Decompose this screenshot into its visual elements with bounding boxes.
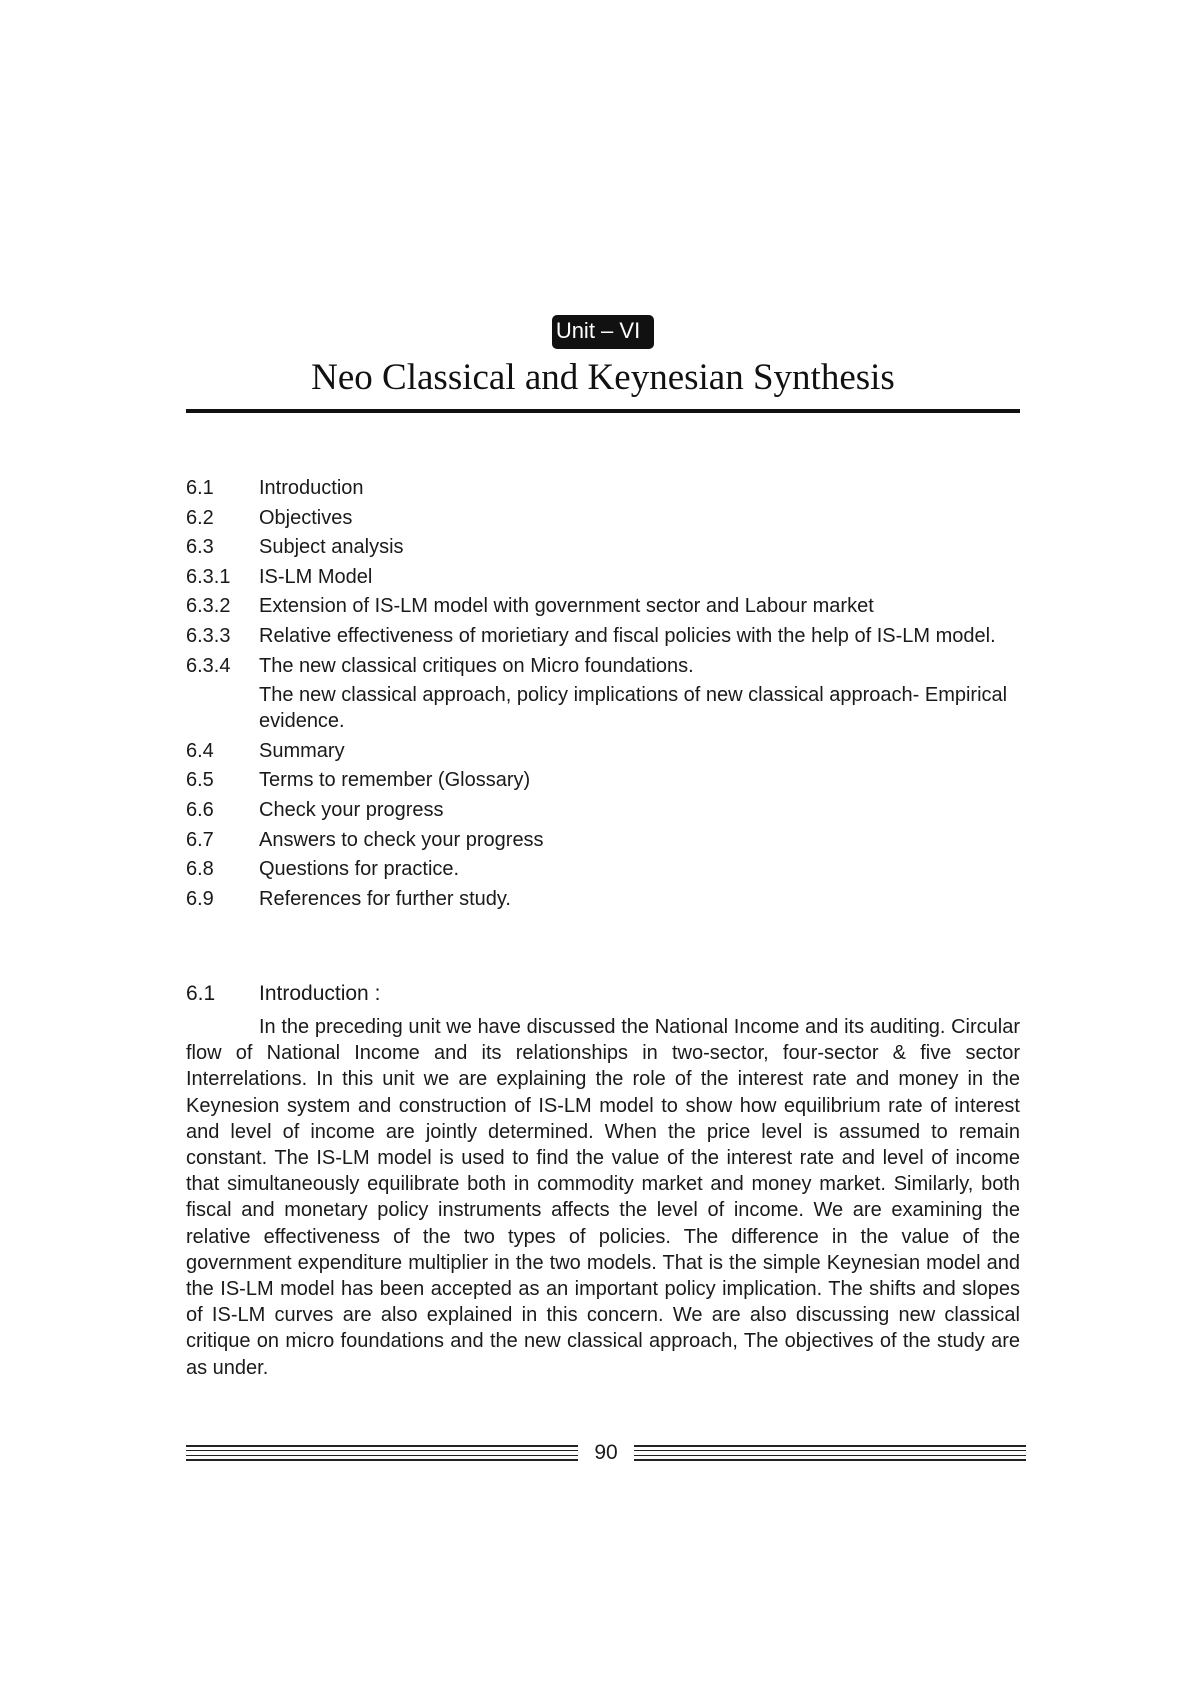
section-number: 6.1 xyxy=(186,982,216,1005)
toc-label: Terms to remember (Glossary) xyxy=(259,769,531,792)
toc-label: Summary xyxy=(259,739,345,762)
table-of-contents xyxy=(186,475,1020,915)
toc-label: The new classical critiques on Micro foundations. xyxy=(259,654,694,677)
toc-item xyxy=(186,827,1020,853)
toc-number: 6.6 xyxy=(186,798,214,821)
section-title: Introduction : xyxy=(259,982,381,1005)
toc-label: Check your progress xyxy=(259,798,444,821)
page-footer xyxy=(186,1440,1026,1466)
toc-label: The new classical approach, policy implications of new classical approach- Empirical evidence. xyxy=(259,684,1008,733)
toc-item xyxy=(186,534,1020,560)
toc-item xyxy=(186,856,1020,882)
toc-number: 6.9 xyxy=(186,887,214,910)
toc-number: 6.1 xyxy=(186,477,214,499)
toc-label: Answers to check your progress xyxy=(259,828,544,851)
toc-number: 6.7 xyxy=(186,828,214,851)
toc-item xyxy=(186,886,1020,912)
toc-number xyxy=(186,682,259,734)
toc-label: References for further study. xyxy=(259,887,511,910)
toc-item xyxy=(186,623,1020,649)
toc-item xyxy=(186,797,1020,823)
toc-number: 6.3.4 xyxy=(186,654,231,677)
unit-title: Neo Classical and Keynesian Synthesis xyxy=(311,357,895,398)
footer-rule-left xyxy=(186,1445,578,1461)
toc-number: 6.5 xyxy=(186,769,214,792)
toc-label: Subject analysis xyxy=(259,536,404,559)
toc-item xyxy=(186,475,1020,501)
toc-label: Extension of IS-LM model with government sector and Labour market xyxy=(259,595,874,618)
toc-number: 6.2 xyxy=(186,506,214,529)
toc-label: Objectives xyxy=(259,506,353,529)
toc-number: 6.3.3 xyxy=(186,624,231,647)
toc-number: 6.3.1 xyxy=(186,565,231,588)
unit-header xyxy=(186,315,1020,349)
toc-item xyxy=(186,767,1020,793)
page xyxy=(186,0,1020,1698)
toc-label: Questions for practice. xyxy=(259,858,460,881)
section-heading xyxy=(186,980,1020,1008)
toc-item xyxy=(186,653,1020,679)
toc-number: 6.3 xyxy=(186,536,214,559)
toc-label: IS-LM Model xyxy=(259,565,373,588)
toc-item xyxy=(186,682,1020,734)
toc-item xyxy=(186,593,1020,619)
toc-number: 6.4 xyxy=(186,739,214,762)
toc-item xyxy=(186,564,1020,590)
page-number: 90 xyxy=(594,1441,618,1464)
title-divider xyxy=(186,409,1020,413)
toc-label: Introduction xyxy=(259,477,364,499)
toc-item xyxy=(186,505,1020,531)
body-paragraph: In the preceding unit we have discussed the National Income and its auditing. Circular flow of National Income and its relationships in two-sector, four-sector & five sector Interrelations. In this unit we are explaining the role of the interest rate and money in the Keynesion system and construction of IS-LM model to show how equilibrium rate of interest and level of income are jointly determined. When the price level is assumed to remain constant. The IS-LM model is used to find the value of the interest rate and level of income that simultaneously equilibrate both in commodity market and money market. Similarly, both fiscal and monetary policy instruments affects the level of income. We are examining the relative effectiveness of the two types of policies. The difference in the value of the government expenditure multiplier in the two models. That is the simple Keynesian model and the IS-LM model has been accepted as an important policy implication. The shifts and slopes of IS-LM curves are also explained in this concern. We are also discussing new classical critique on micro foundations and the new classical approach, The objectives of the study are as under. xyxy=(186,1016,1020,1379)
toc-number: 6.8 xyxy=(186,858,214,881)
toc-label: Relative effectiveness of morietiary and fiscal policies with the help of IS-LM model. xyxy=(259,624,996,647)
toc-number: 6.3.2 xyxy=(186,595,231,618)
unit-badge: Unit – VI xyxy=(552,315,654,349)
footer-rule-right xyxy=(634,1445,1026,1461)
toc-item xyxy=(186,738,1020,764)
